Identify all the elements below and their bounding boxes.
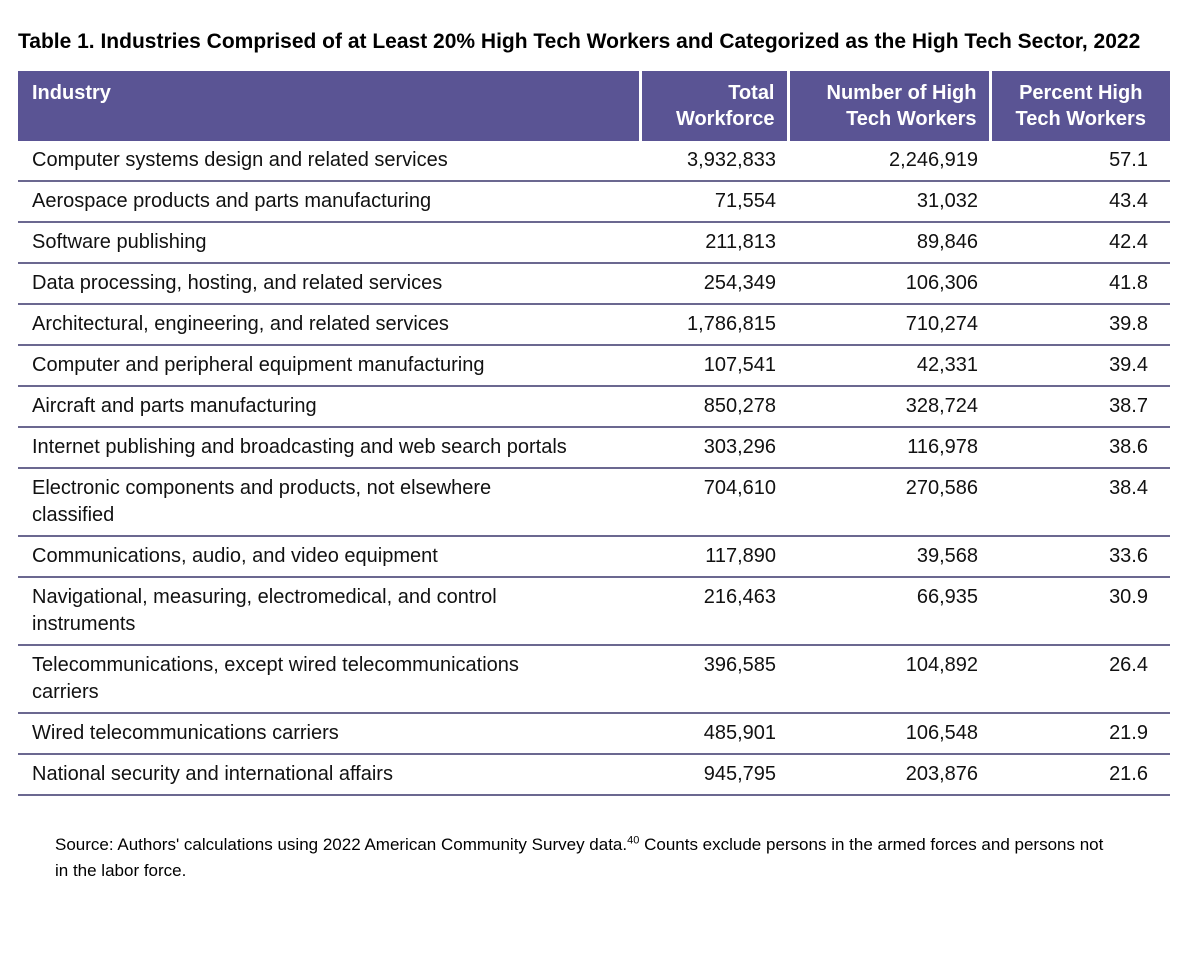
high-tech-workers-cell: 710,274 [788, 304, 990, 345]
high-tech-workers-cell: 66,935 [788, 577, 990, 645]
percent-high-tech-cell: 57.1 [990, 141, 1170, 181]
percent-high-tech-cell: 30.9 [990, 577, 1170, 645]
industry-cell: Architectural, engineering, and related services [18, 304, 640, 345]
total-workforce-cell: 3,932,833 [640, 141, 788, 181]
total-workforce-cell: 303,296 [640, 427, 788, 468]
high-tech-workers-cell: 270,586 [788, 468, 990, 536]
table-title: Table 1. Industries Comprised of at Least 20% High Tech Workers and Categorized as the High Tech Sector, 2022 [18, 30, 1141, 53]
column-header-total-workforce: Total Workforce [640, 71, 788, 141]
percent-high-tech-cell: 33.6 [990, 536, 1170, 577]
column-header-industry: Industry [18, 71, 640, 141]
industry-cell: Computer systems design and related services [18, 141, 640, 181]
percent-high-tech-cell: 26.4 [990, 645, 1170, 713]
table-row [18, 263, 1170, 304]
table-header [18, 71, 1170, 141]
percent-high-tech-cell: 41.8 [990, 263, 1170, 304]
high-tech-workers-cell: 104,892 [788, 645, 990, 713]
percent-high-tech-cell: 39.4 [990, 345, 1170, 386]
column-header-percent-high-tech: Percent High Tech Workers [990, 71, 1170, 141]
high-tech-workers-cell: 39,568 [788, 536, 990, 577]
total-workforce-cell: 117,890 [640, 536, 788, 577]
total-workforce-cell: 107,541 [640, 345, 788, 386]
table-row [18, 304, 1170, 345]
percent-high-tech-cell: 38.6 [990, 427, 1170, 468]
table-body [18, 141, 1170, 795]
industry-cell: Navigational, measuring, electromedical, and control instruments [18, 577, 640, 645]
total-workforce-cell: 850,278 [640, 386, 788, 427]
total-workforce-cell: 71,554 [640, 181, 788, 222]
total-workforce-cell: 1,786,815 [640, 304, 788, 345]
high-tech-workers-cell: 203,876 [788, 754, 990, 795]
industry-cell: Electronic components and products, not elsewhere classified [18, 468, 640, 536]
percent-high-tech-cell: 38.4 [990, 468, 1170, 536]
table-row [18, 141, 1170, 181]
total-workforce-cell: 211,813 [640, 222, 788, 263]
industry-cell: Telecommunications, except wired telecommunications carriers [18, 645, 640, 713]
table-row [18, 536, 1170, 577]
column-header-high-tech-workers: Number of High Tech Workers [788, 71, 990, 141]
total-workforce-cell: 945,795 [640, 754, 788, 795]
table-row [18, 222, 1170, 263]
industries-table [18, 71, 1170, 796]
percent-high-tech-cell: 39.8 [990, 304, 1170, 345]
percent-high-tech-cell: 42.4 [990, 222, 1170, 263]
high-tech-workers-cell: 42,331 [788, 345, 990, 386]
high-tech-workers-cell: 106,306 [788, 263, 990, 304]
industry-cell: Internet publishing and broadcasting and web search portals [18, 427, 640, 468]
industry-cell: National security and international affairs [18, 754, 640, 795]
total-workforce-cell: 704,610 [640, 468, 788, 536]
industry-cell: Aircraft and parts manufacturing [18, 386, 640, 427]
industry-cell: Aerospace products and parts manufacturing [18, 181, 640, 222]
high-tech-workers-cell: 116,978 [788, 427, 990, 468]
high-tech-workers-cell: 2,246,919 [788, 141, 990, 181]
percent-high-tech-cell: 43.4 [990, 181, 1170, 222]
high-tech-workers-cell: 31,032 [788, 181, 990, 222]
high-tech-workers-cell: 328,724 [788, 386, 990, 427]
source-note-text-continued: Counts exclude persons in the armed forces and persons not in the labor force. [55, 835, 1104, 880]
source-note [55, 832, 1115, 884]
total-workforce-cell: 216,463 [640, 577, 788, 645]
table-row [18, 181, 1170, 222]
percent-high-tech-cell: 38.7 [990, 386, 1170, 427]
table-row [18, 345, 1170, 386]
table-row [18, 427, 1170, 468]
source-note-text: Source: Authors' calculations using 2022 American Community Survey data. [55, 835, 628, 854]
header-row [18, 71, 1170, 141]
table-row [18, 468, 1170, 536]
industry-cell: Software publishing [18, 222, 640, 263]
high-tech-workers-cell: 89,846 [788, 222, 990, 263]
industry-cell: Communications, audio, and video equipment [18, 536, 640, 577]
industry-cell: Wired telecommunications carriers [18, 713, 640, 754]
total-workforce-cell: 396,585 [640, 645, 788, 713]
total-workforce-cell: 485,901 [640, 713, 788, 754]
table-row [18, 645, 1170, 713]
table-row [18, 386, 1170, 427]
industry-cell: Computer and peripheral equipment manufacturing [18, 345, 640, 386]
percent-high-tech-cell: 21.9 [990, 713, 1170, 754]
table-row [18, 754, 1170, 795]
table-row [18, 713, 1170, 754]
percent-high-tech-cell: 21.6 [990, 754, 1170, 795]
table-row [18, 577, 1170, 645]
industry-cell: Data processing, hosting, and related services [18, 263, 640, 304]
high-tech-workers-cell: 106,548 [788, 713, 990, 754]
footnote-marker: 40 [627, 834, 640, 847]
total-workforce-cell: 254,349 [640, 263, 788, 304]
